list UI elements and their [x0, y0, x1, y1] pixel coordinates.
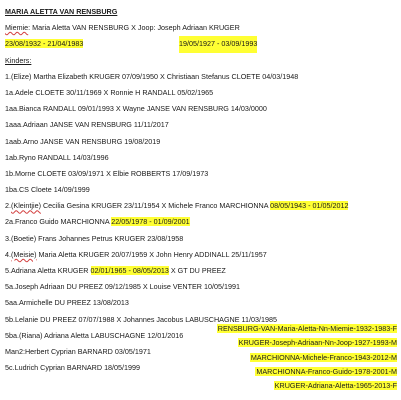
reference-item — [217, 322, 397, 336]
list-item — [5, 295, 399, 311]
list-item — [5, 263, 399, 279]
entry-text: 3.(Boetie) Frans Johannes Petrus KRUGER 23/08/1958 — [5, 233, 184, 243]
entry-text: 5c.Ludrich Cyprian BARNARD 18/05/1999 — [5, 363, 141, 373]
reference-text: KRUGER-Joseph-Adriaan-Nn-Joop-1927-1993-M — [238, 338, 397, 348]
entry-text: 1a.Adele CLOETE 30/11/1969 X Ronnie H RANDALL 05/02/1965 — [5, 87, 214, 97]
entry-nickname: (Kleintjie) — [11, 201, 41, 211]
entry-highlighted-dates: 02/01/1965 - 08/05/2013 — [90, 266, 169, 275]
parents-names: : Maria Aletta VAN RENSBURG X Joop: Joseph Adriaan KRUGER — [28, 23, 240, 33]
entry-text: 5b.Lelanie DU PREEZ 07/07/1988 X Johannes Jacobus LABUSCHAGNE 11/03/1985 — [5, 314, 277, 324]
entry-highlighted-dates: 08/05/1943 - 01/05/2012 — [270, 201, 349, 211]
entry-number: 4. — [5, 249, 11, 259]
father-dates: 19/05/1927 - 03/09/1993 — [179, 36, 257, 52]
entry-text: 5ba.(Riana) Adriana Aletta LABUSCHAGNE 12/01/2016 — [5, 330, 184, 340]
entry-number: 2. — [5, 201, 11, 211]
list-item — [5, 101, 399, 117]
entry-highlighted-dates: 22/05/1978 - 01/09/2001 — [111, 217, 190, 227]
entry-text: 1.(Elize) Martha Elizabeth KRUGER 07/09/1950 X Christiaan Stefanus CLOETE 04/03/1948 — [5, 71, 299, 81]
list-item — [5, 182, 399, 198]
reference-item — [217, 379, 397, 393]
entry-text: 1ba.CS Cloete 14/09/1999 — [5, 185, 90, 195]
entry-text: 2a.Franco Guido MARCHIONNA — [5, 217, 112, 227]
kinders-heading: Kinders: — [5, 55, 32, 65]
entry-text: Maria Aletta KRUGER 20/07/1959 X John Henry ADDINALL 25/11/1957 — [36, 249, 267, 259]
entry-nickname: (Meisie) — [11, 249, 37, 259]
reference-list — [217, 322, 397, 393]
list-item — [5, 198, 399, 214]
list-item — [5, 150, 399, 166]
document-page — [5, 4, 399, 376]
list-item — [5, 134, 399, 150]
entry-text: 1b.Morne CLOETE 03/09/1971 X Elbie ROBBERTS 17/09/1973 — [5, 168, 209, 178]
entry-text: 5aa.Armichelle DU PREEZ 13/08/2013 — [5, 298, 129, 308]
entry-text: Cecilia Gesina KRUGER 23/11/1954 X Michele Franco MARCHIONNA — [40, 201, 271, 211]
list-item — [5, 279, 399, 295]
entry-text: 1aab.Arno JANSE VAN RENSBURG 19/08/2019 — [5, 136, 161, 146]
entry-text: 1aaa.Adriaan JANSE VAN RENSBURG 11/11/2017 — [5, 120, 169, 130]
parents-dates-line — [5, 36, 399, 52]
entry-text-after: X GT DU PREEZ — [168, 266, 226, 275]
list-item — [5, 85, 399, 101]
reference-item — [217, 365, 397, 379]
reference-text: MARCHIONNA-Franco-Guido-1978-2001-M — [256, 366, 397, 376]
mother-dates: 23/08/1932 - 21/04/1983 — [5, 39, 84, 49]
list-item — [5, 214, 399, 230]
list-item — [5, 166, 399, 182]
parents-nickname: Miemie — [5, 23, 29, 33]
reference-item — [217, 336, 397, 350]
entry-text: 5a.Joseph Adriaan DU PREEZ 09/12/1985 X Louise VENTER 10/05/1991 — [5, 282, 240, 292]
list-item — [5, 247, 399, 263]
entry-text: 1aa.Bianca RANDALL 09/01/1993 X Wayne JANSE VAN RENSBURG 14/03/0000 — [5, 104, 267, 114]
reference-text: RENSBURG-VAN-Maria-Aletta-Nn-Miemie-1932-1983-F — [217, 324, 397, 333]
entry-text: Man2:Herbert Cyprian BARNARD 03/05/1971 — [5, 346, 151, 356]
list-item — [5, 69, 399, 85]
parents-line — [5, 20, 399, 36]
reference-item — [217, 351, 397, 365]
entry-text: 5.Adriana Aletta KRUGER — [5, 266, 91, 275]
reference-text: KRUGER-Adriana-Aletta-1965-2013-F — [274, 381, 397, 391]
list-item — [5, 231, 399, 247]
reference-text: MARCHIONNA-Michele-Franco-1943-2012-M — [250, 352, 397, 362]
entry-text: 1ab.Ryno RANDALL 14/03/1996 — [5, 152, 109, 162]
list-item — [5, 117, 399, 133]
document-title: MARIA ALETTA VAN RENSBURG — [5, 7, 118, 16]
